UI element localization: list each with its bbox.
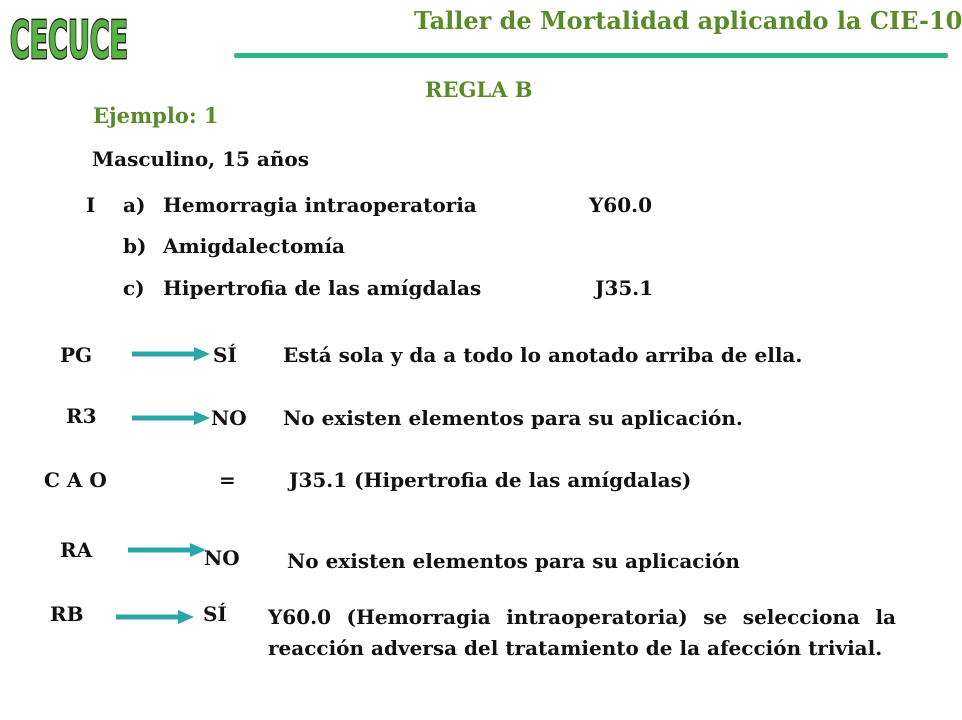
logo-text: CECUCE xyxy=(10,11,128,71)
header-rule xyxy=(234,53,948,58)
ra-answer: NO xyxy=(204,546,240,570)
arrow-right-icon xyxy=(132,346,210,362)
line-b-letter: b) xyxy=(123,234,147,258)
example-title: Ejemplo: 1 xyxy=(93,103,219,128)
line-c-letter: c) xyxy=(123,276,145,300)
arrow-right-icon xyxy=(116,609,194,625)
line-c-code: J35.1 xyxy=(595,276,654,300)
line-b-text: Amigdalectomía xyxy=(163,234,346,258)
ra-text: No existen elementos para su aplicación xyxy=(287,549,740,573)
arrow-right-icon xyxy=(128,542,206,558)
cecuce-logo xyxy=(6,2,132,71)
pg-answer: SÍ xyxy=(213,343,237,367)
header-title: Taller de Mortalidad aplicando la CIE-10 xyxy=(414,6,962,35)
pg-label: PG xyxy=(60,343,93,367)
ra-label: RA xyxy=(60,538,93,562)
pg-text: Está sola y da a todo lo anotado arriba de ella. xyxy=(283,343,803,367)
rb-text: Y60.0 (Hemorragia intraoperatoria) se selecciona la reacción adversa del tratamiento de la afección trivial. xyxy=(268,605,896,660)
r3-answer: NO xyxy=(211,406,247,430)
line-c-text: Hipertrofia de las amígdalas xyxy=(163,276,482,300)
cao-text: J35.1 (Hipertrofia de las amígdalas) xyxy=(289,468,692,492)
rule-title: REGLA B xyxy=(425,77,533,102)
cao-equals: = xyxy=(219,468,236,492)
line-a-code: Y60.0 xyxy=(589,193,652,217)
line-a-text: Hemorragia intraoperatoria xyxy=(163,193,477,217)
arrow-right-icon xyxy=(132,410,210,426)
r3-label: R3 xyxy=(66,404,97,428)
cao-label: C A O xyxy=(44,468,107,492)
rb-answer: SÍ xyxy=(203,602,227,626)
patient-info: Masculino, 15 años xyxy=(92,147,309,171)
rb-label: RB xyxy=(50,602,84,626)
r3-text: No existen elementos para su aplicación. xyxy=(283,406,743,430)
line-a-letter: a) xyxy=(123,193,146,217)
part-label: I xyxy=(86,193,96,217)
